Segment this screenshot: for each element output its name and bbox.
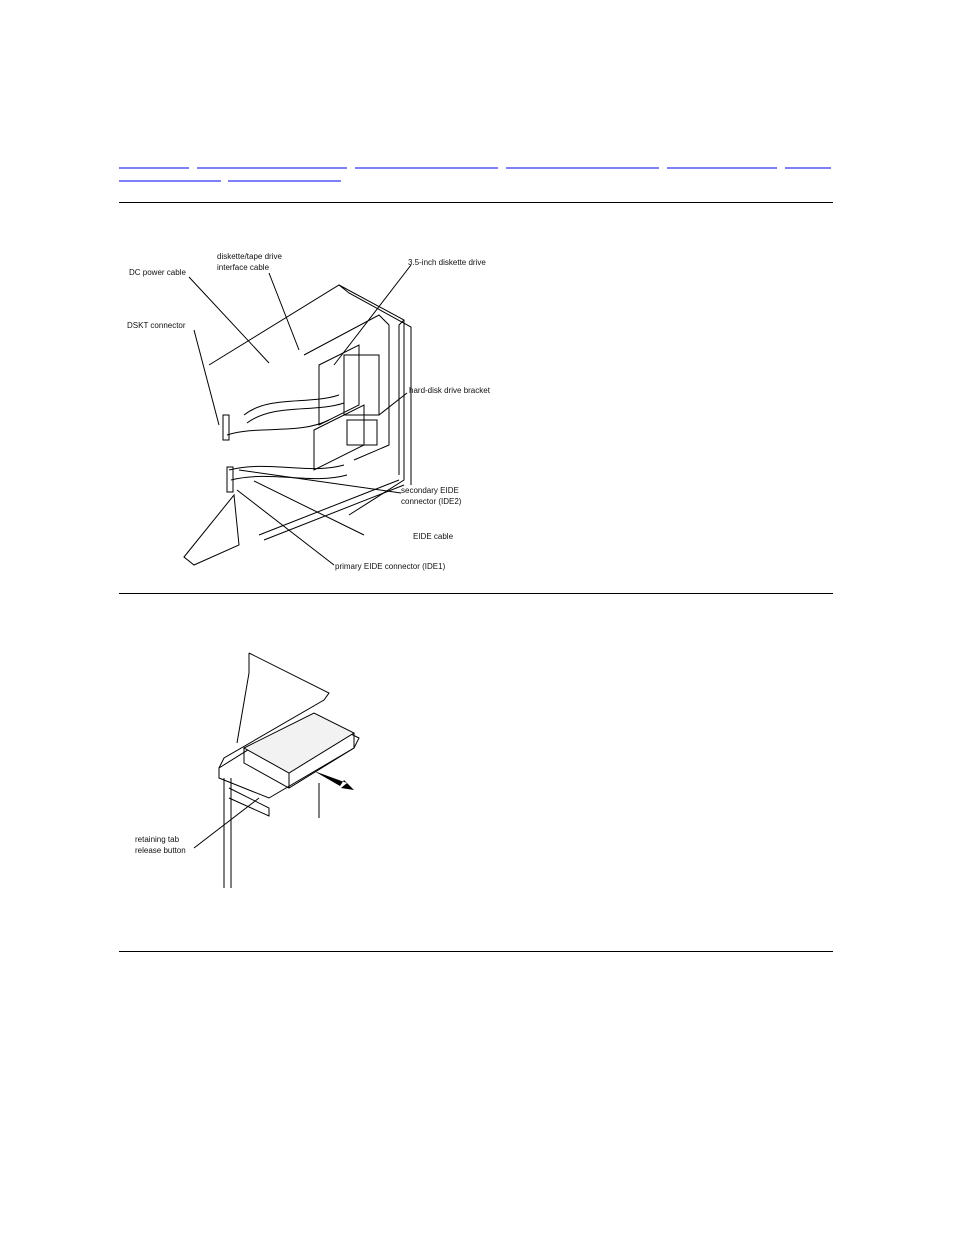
figure-drive-cabling [119,245,539,590]
label-release-button: release button [135,846,186,855]
label-diskette-cable-line2: interface cable [217,263,270,272]
divider-middle [119,593,833,594]
label-hd-bracket: hard-disk drive bracket [409,386,490,395]
nav-link-underlines[interactable] [119,159,833,187]
drive-cabling-illustration [119,245,539,585]
label-primary-eide: primary EIDE connector (IDE1) [335,562,446,571]
label-dskt-connector: DSKT connector [127,321,186,330]
retaining-tab-illustration [119,648,379,893]
label-dc-power-cable: DC power cable [129,268,186,277]
divider-bottom [119,951,833,952]
navigation-links [119,159,833,190]
label-diskette-cable-line1: diskette/tape drive [217,252,282,261]
label-diskette-drive: 3.5-inch diskette drive [408,258,486,267]
label-secondary-eide-line2: connector (IDE2) [401,497,462,506]
label-secondary-eide-line1: secondary EIDE [401,486,459,495]
label-retaining-tab: retaining tab [135,835,180,844]
label-eide-cable: EIDE cable [413,532,454,541]
arrow-icon [314,771,354,790]
figure-retaining-tab [119,648,379,898]
divider-top [119,202,833,203]
